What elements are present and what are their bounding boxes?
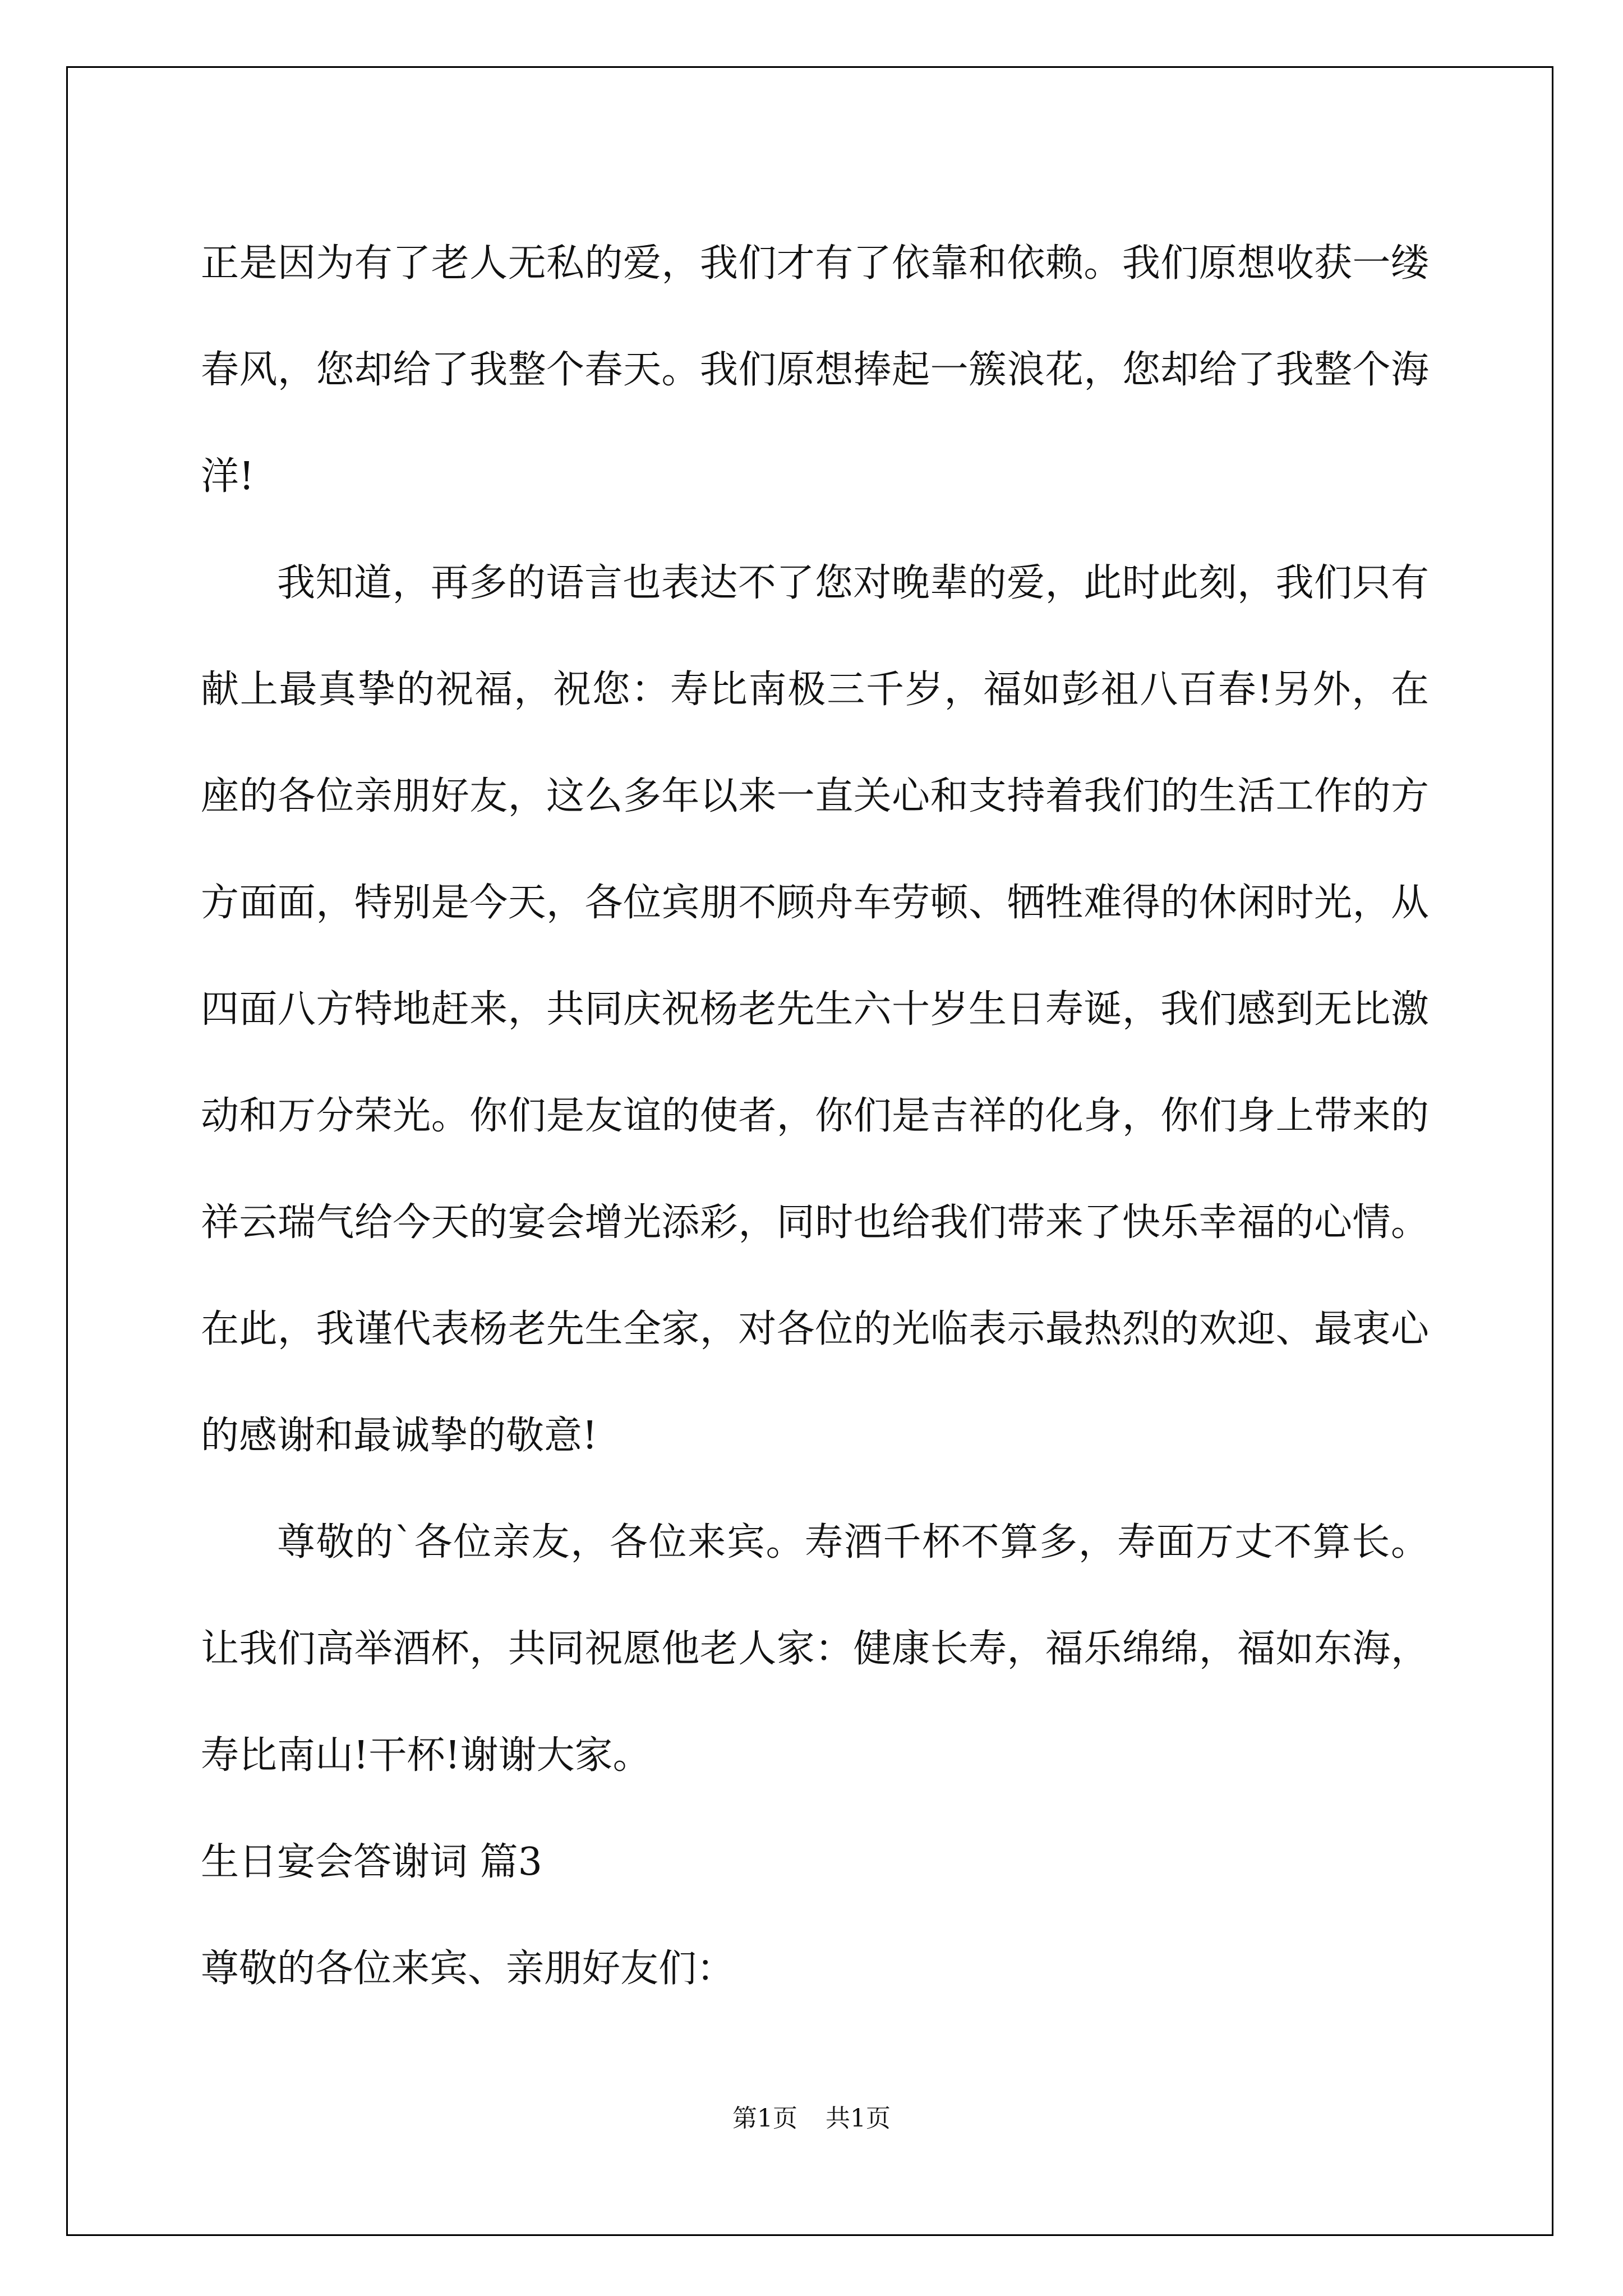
page-footer xyxy=(0,2098,1623,2134)
page-total: 共1页 xyxy=(826,2104,891,2133)
greeting-line: 尊敬的各位来宾、亲朋好友们： xyxy=(201,1947,735,1991)
paragraph-1: 正是因为有了老人无私的爱，我们才有了依靠和依赖。我们原想收获一缕春风，您却给了我整个春天。我们原想捧起一簇浪花，您却给了我整个海洋! xyxy=(201,241,1429,499)
page-number: 第1页 xyxy=(732,2104,797,2133)
paragraph-3: 尊敬的`各位亲友，各位来宾。寿酒千杯不算多，寿面万丈不算长。让我们高举酒杯，共同祝愿他老人家：健康长寿，福乐绵绵，福如东海，寿比南山!干杯!谢谢大家。 xyxy=(201,1520,1429,1778)
paragraph-2: 我知道，再多的语言也表达不了您对晚辈的爱，此时此刻，我们只有献上最真挚的祝福，祝您：寿比南极三千岁，福如彭祖八百春!另外，在座的各位亲朋好友，这么多年以来一直关心和支持着我们的生活工作的方方面面，特别是今天，各位宾朋不顾舟车劳顿、牺牲难得的休闲时光，从四面八方特地赶来，共同庆祝杨老先生六十岁生日寿诞，我们感到无比激动和万分荣光。你们是友谊的使者，你们是吉祥的化身，你们身上带来的祥云瑞气给今天的宴会增光添彩，同时也给我们带来了快乐幸福的心情。在此，我谨代表杨老先生全家，对各位的光临表示最热烈的欢迎、最衷心的感谢和最诚挚的敬意! xyxy=(201,561,1429,1458)
section-heading: 生日宴会答谢词 篇3 xyxy=(201,1840,542,1884)
document-body xyxy=(201,210,1429,2022)
